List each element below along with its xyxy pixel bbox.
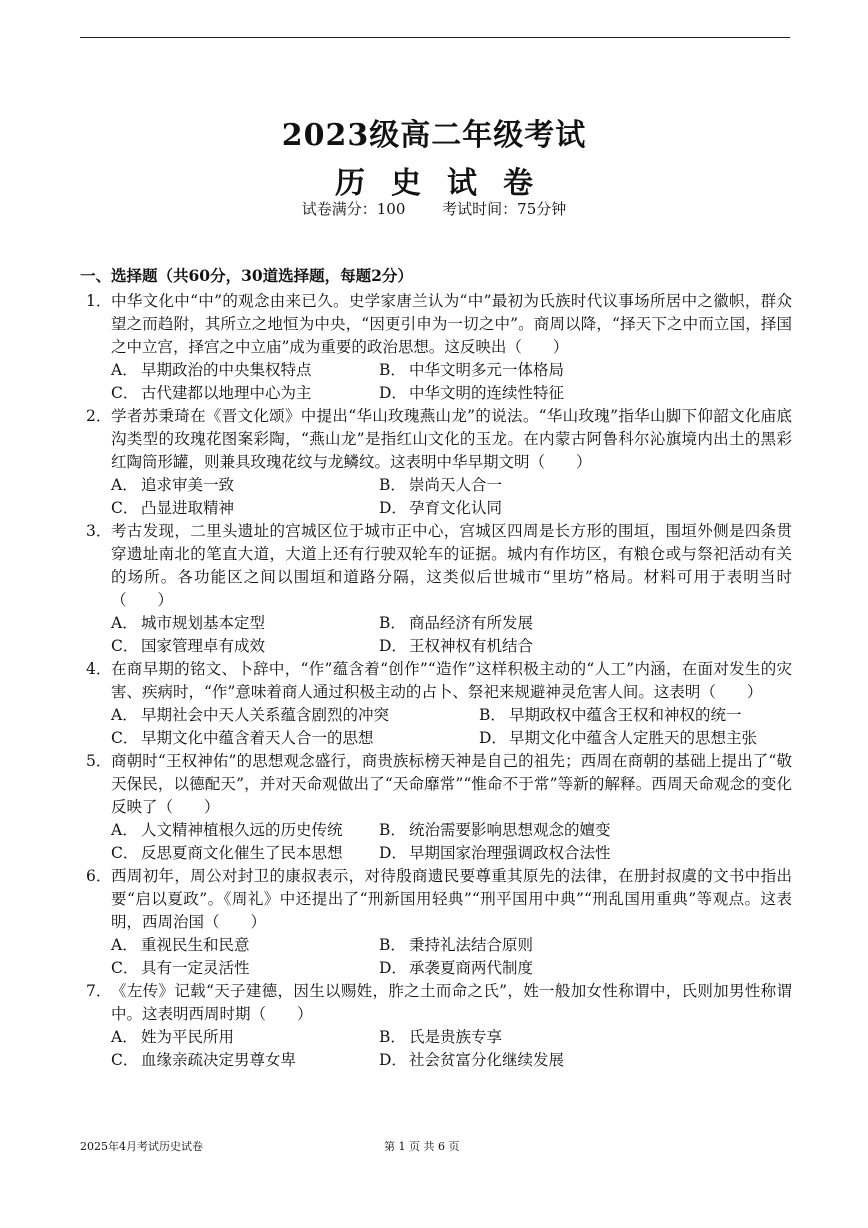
option-a[interactable]: [111, 934, 379, 957]
option-d[interactable]: [379, 957, 792, 980]
option-letter: A．: [111, 706, 138, 724]
option-text: 血缘亲疏决定男尊女卑: [141, 1051, 297, 1069]
footer-page-number: 第 1 页 共 6 页: [384, 1140, 460, 1153]
option-letter: D．: [479, 729, 507, 747]
option-letter: D．: [379, 844, 407, 862]
option-a[interactable]: [111, 1026, 379, 1049]
option-c[interactable]: [111, 957, 379, 980]
option-text: 崇尚天人合一: [409, 476, 503, 494]
option-b[interactable]: [379, 1026, 792, 1049]
option-d[interactable]: [379, 1049, 792, 1072]
option-list: [111, 474, 792, 520]
option-c[interactable]: [111, 842, 379, 865]
question-7: [80, 980, 792, 1072]
question-stem: 中华文化中“中”的观念由来已久。史学家唐兰认为“中”最初为氏族时代议事场所居中之徽帜，群众望之而趋附，其所立之地恒为中央，“因更引申为一切之中”。商周以降，“择天下之中而立国，择国之中立宫，择宫之中立庙”成为重要的政治思想。这反映出（ ）: [111, 292, 792, 356]
question-5: [80, 750, 792, 865]
option-list: [111, 359, 792, 405]
option-list: [111, 819, 792, 865]
full-score: 试卷满分：100: [301, 200, 406, 218]
option-letter: B．: [379, 1028, 406, 1046]
option-text: 早期政权中蕴含王权和神权的统一: [509, 706, 742, 724]
option-d[interactable]: [379, 382, 792, 405]
option-b[interactable]: [379, 612, 792, 635]
option-text: 古代建都以地理中心为主: [141, 384, 312, 402]
exam-info: [0, 198, 868, 219]
option-b[interactable]: [479, 704, 792, 727]
option-d[interactable]: [379, 842, 792, 865]
option-letter: B．: [379, 614, 406, 632]
option-text: 早期国家治理强调政权合法性: [409, 844, 611, 862]
option-letter: D．: [379, 499, 407, 517]
option-letter: D．: [379, 384, 407, 402]
top-rule: [80, 37, 790, 38]
option-letter: A．: [111, 614, 138, 632]
option-text: 反思夏商文化催生了民本思想: [141, 844, 343, 862]
option-text: 早期政治的中央集权特点: [141, 361, 312, 379]
option-a[interactable]: [111, 704, 479, 727]
option-a[interactable]: [111, 359, 379, 382]
option-text: 姓为平民所用: [141, 1028, 235, 1046]
option-text: 早期文化中蕴含着天人合一的思想: [141, 729, 374, 747]
exam-time: 考试时间：75分钟: [442, 200, 567, 218]
question-stem: 考古发现，二里头遗址的宫城区位于城市正中心，宫城区四周是长方形的围垣，围垣外侧是四条贯穿遗址南北的笔直大道，大道上还有行驶双轮车的证据。城内有作坊区，有粮仓或与祭祀活动有关的场所。各功能区之间以围垣和道路分隔，这类似后世城市“里坊”格局。材料可用于表明当时（ ）: [111, 522, 792, 609]
option-letter: C．: [111, 499, 139, 517]
option-a[interactable]: [111, 612, 379, 635]
option-letter: B．: [479, 706, 506, 724]
question-2: [80, 405, 792, 520]
option-letter: D．: [379, 1051, 407, 1069]
option-text: 商品经济有所发展: [409, 614, 534, 632]
option-letter: C．: [111, 637, 139, 655]
question-number: 2．: [86, 407, 112, 425]
option-b[interactable]: [379, 359, 792, 382]
option-letter: A．: [111, 1028, 138, 1046]
option-text: 具有一定灵活性: [141, 959, 250, 977]
question-number: 1．: [86, 292, 112, 310]
option-text: 人文精神植根久远的历史传统: [141, 821, 343, 839]
option-letter: A．: [111, 821, 138, 839]
option-letter: A．: [111, 476, 138, 494]
option-letter: D．: [379, 637, 407, 655]
question-stem: 学者苏秉琦在《晋文化颂》中提出“华山玫瑰燕山龙”的说法。“华山玫瑰”指华山脚下仰韶文化庙底沟类型的玫瑰花图案彩陶，“燕山龙”是指红山文化的玉龙。在内蒙古阿鲁科尔沁旗境内出土的黑彩红陶筒形罐，则兼具玫瑰花纹与龙鳞纹。这表明中华早期文明（ ）: [111, 407, 792, 471]
option-text: 氏是贵族专享: [409, 1028, 503, 1046]
option-text: 秉持礼法结合原则: [409, 936, 534, 954]
question-3: [80, 520, 792, 658]
option-letter: C．: [111, 844, 139, 862]
option-c[interactable]: [111, 727, 479, 750]
subject-title: 历史试卷: [335, 166, 559, 201]
question-stem: 商朝时“王权神佑”的思想观念盛行，商贵族标榜天神是自己的祖先；西周在商朝的基础上提出了“敬天保民，以德配天”，并对天命观做出了“天命靡常”“惟命不于常”等新的解释。西周天命观念的变化反映了（ ）: [111, 752, 792, 816]
option-text: 早期文化中蕴含人定胜天的思想主张: [509, 729, 758, 747]
option-b[interactable]: [379, 934, 792, 957]
option-letter: C．: [111, 384, 139, 402]
option-letter: B．: [379, 936, 406, 954]
question-number: 7．: [86, 982, 112, 1000]
option-letter: B．: [379, 476, 406, 494]
option-text: 社会贫富分化继续发展: [409, 1051, 565, 1069]
option-text: 重视民生和民意: [141, 936, 250, 954]
option-b[interactable]: [379, 819, 792, 842]
option-text: 王权神权有机结合: [409, 637, 534, 655]
question-1: [80, 290, 792, 405]
question-number: 5．: [86, 752, 112, 770]
option-a[interactable]: [111, 819, 379, 842]
option-d[interactable]: [479, 727, 792, 750]
option-text: 承袭夏商两代制度: [409, 959, 534, 977]
option-text: 中华文明多元一体格局: [409, 361, 565, 379]
option-text: 统治需要影响思想观念的嬗变: [409, 821, 611, 839]
option-text: 城市规划基本定型: [141, 614, 266, 632]
option-letter: C．: [111, 1051, 139, 1069]
option-letter: C．: [111, 959, 139, 977]
option-letter: A．: [111, 361, 138, 379]
question-number: 6．: [86, 867, 112, 885]
question-6: [80, 865, 792, 980]
option-d[interactable]: [379, 497, 792, 520]
footer-exam-name: 2025年4月考试历史试卷: [80, 1140, 203, 1153]
option-c[interactable]: [111, 1049, 379, 1072]
option-letter: D．: [379, 959, 407, 977]
question-number: 3．: [86, 522, 112, 540]
option-c[interactable]: [111, 497, 379, 520]
option-letter: C．: [111, 729, 139, 747]
question-stem: 在商早期的铭文、卜辞中，“作”蕴含着“创作”“造作”这样积极主动的“人工”内涵，在面对发生的灾害、疾病时，“作”意味着商人通过积极主动的占卜、祭祀来规避神灵危害人间。这表明（ ）: [111, 660, 792, 701]
exam-title: 2023级高二年级考试: [281, 118, 587, 153]
question-list: [80, 290, 792, 1072]
option-list: [111, 1026, 792, 1072]
option-text: 孕育文化认同: [409, 499, 503, 517]
option-letter: A．: [111, 936, 138, 954]
question-4: [80, 658, 792, 750]
option-list: [111, 704, 792, 750]
option-c[interactable]: [111, 635, 379, 658]
option-a[interactable]: [111, 474, 379, 497]
option-list: [111, 612, 792, 658]
option-text: 追求审美一致: [141, 476, 235, 494]
question-stem: 《左传》记载“天子建德，因生以赐姓，胙之土而命之氏”，姓一般加女性称谓中，氏则加男性称谓中。这表明西周时期（ ）: [111, 982, 792, 1023]
option-text: 早期社会中天人关系蕴含剧烈的冲突: [141, 706, 390, 724]
option-b[interactable]: [379, 474, 792, 497]
question-stem: 西周初年，周公对封卫的康叔表示，对待殷商遗民要尊重其原先的法律，在册封叔虞的文书中指出要“启以夏政”。《周礼》中还提出了“刑新国用轻典”“刑平国用中典”“刑乱国用重典”等观点。这表明，西周治国（ ）: [111, 867, 792, 931]
option-list: [111, 934, 792, 980]
option-letter: B．: [379, 361, 406, 379]
option-d[interactable]: [379, 635, 792, 658]
option-c[interactable]: [111, 382, 379, 405]
option-text: 凸显进取精神: [141, 499, 235, 517]
option-letter: B．: [379, 821, 406, 839]
option-text: 国家管理卓有成效: [141, 637, 266, 655]
question-number: 4．: [86, 660, 112, 678]
section-title: 一、选择题（共60分，30道选择题，每题2分）: [80, 266, 413, 285]
option-text: 中华文明的连续性特征: [409, 384, 565, 402]
